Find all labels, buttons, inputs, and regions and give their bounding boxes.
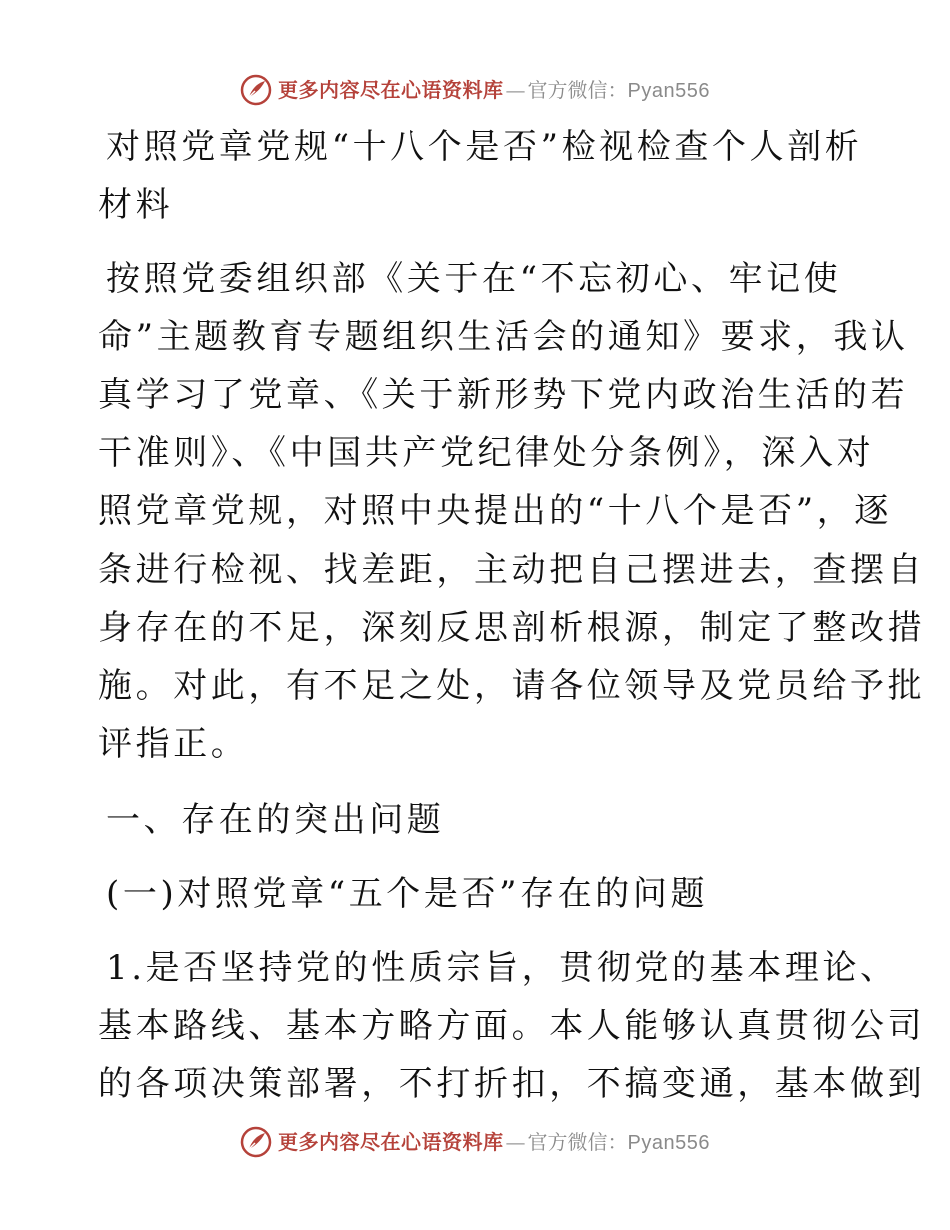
feather-pen-logo-icon [240, 74, 272, 106]
watermark-banner-bottom [0, 1126, 950, 1158]
subsection-heading: (一)对照党章“五个是否”存在的问题 [106, 874, 709, 914]
section-heading: 一、存在的突出问题 [106, 800, 445, 840]
watermark-dash: — [505, 78, 526, 102]
watermark-suffix-label: 官方微信： [527, 1129, 628, 1154]
intro-line-5: 照党章党规，对照中央提出的“十八个是否”，逐 [98, 491, 892, 531]
watermark-wechat-id: Pyan556 [627, 1131, 710, 1154]
intro-line-6: 条进行检视、找差距，主动把自己摆进去，查摆自 [98, 550, 926, 590]
doc-title-line-1: 对照党章党规“十八个是否”检视检查个人剖析 [106, 127, 863, 167]
doc-title-line-2: 材料 [98, 185, 174, 225]
intro-line-8: 施。对此，有不足之处，请各位领导及党员给予批 [98, 666, 926, 706]
watermark-dash: — [505, 1130, 526, 1154]
feather-pen-logo-icon [240, 1126, 272, 1158]
watermark-suffix [528, 1128, 710, 1157]
intro-line-4: 干准则》、《中国共产党纪律处分条例》，深入对 [98, 433, 875, 473]
watermark-wechat-id: Pyan556 [627, 79, 710, 102]
intro-line-9: 评指正。 [98, 724, 249, 764]
item-line-3: 的各项决策部署，不打折扣，不搞变通，基本做到 [98, 1064, 926, 1104]
watermark-suffix-label: 官方微信： [527, 77, 628, 102]
item-line-1: 1.是否坚持党的性质宗旨，贯彻党的基本理论、 [106, 948, 898, 988]
intro-line-2: 命”主题教育专题组织生活会的通知》要求，我认 [98, 317, 909, 357]
intro-line-3: 真学习了党章、《关于新形势下党内政治生活的若 [98, 375, 909, 415]
item-line-2: 基本路线、基本方略方面。本人能够认真贯彻公司 [98, 1006, 926, 1046]
intro-line-7: 身存在的不足，深刻反思剖析根源，制定了整改措 [98, 608, 926, 648]
watermark-suffix [528, 76, 710, 105]
watermark-prefix: 更多内容尽在心语资料库 [278, 78, 504, 102]
intro-line-1: 按照党委组织部《关于在“不忘初心、牢记使 [106, 259, 842, 299]
watermark-prefix: 更多内容尽在心语资料库 [278, 1130, 504, 1154]
watermark-banner-top [0, 74, 950, 106]
